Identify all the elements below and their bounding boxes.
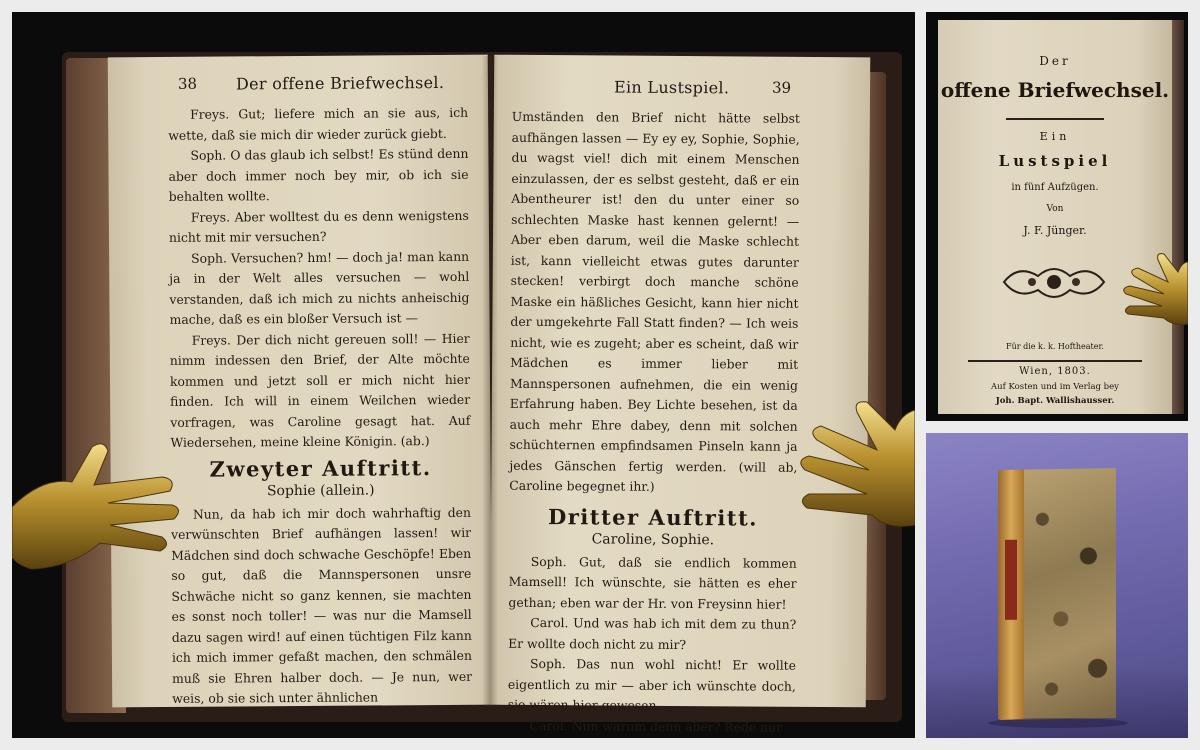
paragraph: Carol. Nun warum denn aber? Rede nur xyxy=(529,717,783,735)
binding-photo xyxy=(926,433,1188,738)
right-running-head: Ein Lustspiel. xyxy=(613,77,730,98)
right-page xyxy=(490,55,871,735)
bound-book xyxy=(998,468,1116,720)
title-acts: in fünf Aufzügen. xyxy=(1011,182,1099,193)
book-gutter xyxy=(482,56,498,706)
left-page-number: 38 xyxy=(177,74,198,93)
spine-label xyxy=(1005,540,1017,620)
title-theatre: Für die k. k. Hoftheater. xyxy=(1006,342,1104,351)
title-line-der: Der xyxy=(1039,54,1071,68)
title-publisher-line1: Auf Kosten und im Verlag bey xyxy=(991,382,1119,392)
paragraph: Soph. Gut, daß sie endlich kommen Mamsell! Ich wünschte, sie hätten es eher gethan; eben war der Hr. von Freysinn hier! xyxy=(508,553,797,612)
left-page xyxy=(108,55,493,708)
brass-hand-right xyxy=(797,390,915,550)
paragraph: Freys. Gut; liefere mich an sie aus, ich wette, daß sie mich dir wieder zurück giebt. xyxy=(168,104,469,143)
brass-hand-left xyxy=(12,437,187,587)
book-title: offene Briefwechsel. xyxy=(940,78,1170,102)
paragraph: Freys. Der dich nicht gereuen soll! — Hier nimm indessen den Brief, der Alte möchte kommen und jetzt soll er mich nicht hier finden. Ich will in einem Weilchen wieder vorfragen, was Caroline gesagt hat. Auf Wiedersehen, meine kleine Königin. (ab.) xyxy=(169,330,471,450)
paragraph: Umständen den Brief nicht hätte selbst aufhängen lassen — Ey ey ey, Sophie, Sophie, du wagst viel! dich mit einem Menschen einzulassen, der es selbst gesteht, daß er ein Abentheurer ist! den du unter einer so schlechten Maske hast kennen gelernt! — Aber eben darum, weil die Maske schlecht ist, kann vielleicht etwas gutes darunter stecken! verbirgt doch manche schöne Maske ein häßliches Gesicht, kann hier nicht der umgekehrte Fall Statt finden? — Ich weis nicht, wie es zugeht; aber es scheint, daß wir Mädchen es immer lieber mit Mannspersonen aufnehmen, die ein wenig Erfahrung haben. Bey Lichte besehen, ist da auch mehr Ehre dabey, denn mit solchen schüchternen empfindsamen Pinseln kann ja jedes Gänschen fertig werden. (will ab, Caroline begegnet ihr.) xyxy=(509,108,800,494)
title-by: Von xyxy=(1046,204,1064,214)
scene-cast: Sophie (allein.) xyxy=(266,482,375,500)
open-book-photo xyxy=(12,12,915,738)
vignette-ornament xyxy=(998,260,1110,304)
title-author: J. F. Jünger. xyxy=(1023,224,1087,237)
paragraph: Soph. Versuchen? hm! — doch ja! man kann ja in der Welt alles versuchen — wohl verstanden, daß ich mich zu nichts anheischig mache, daß es ein bloßer Versuch ist — xyxy=(169,248,470,327)
paragraph: Soph. O das glaub ich selbst! Es stünd denn aber doch immer noch bey mir, ob ich sie behalten wollte. xyxy=(168,145,469,204)
left-page-text xyxy=(168,103,472,710)
title-place-date: Wien, 1803. xyxy=(1019,366,1091,377)
marbled-cover xyxy=(1024,468,1116,720)
imprint-rule xyxy=(968,360,1142,362)
title-book-edge xyxy=(1172,20,1184,414)
scene-cast: Caroline, Sophie. xyxy=(591,531,715,549)
title-page-photo xyxy=(926,12,1188,421)
title-line-ein: Ein xyxy=(1039,130,1071,143)
paragraph: Nun, da hab ich mir doch wahrhaftig den verwünschten Brief aufhängen lassen! wir Mädchen sind doch schwache Geschöpfe! Eben so gut, daß die Mannspersonen unsre Schwäche nicht so ganz kennen, sie machten es sonst noch toller! — was nur die Mamsell dazu sagen wird! auf einen tüchtigen Filz kann ich mich immer gefaßt machen, den schmälen muß sie Ehren halber doch. — Je nun, wer weis, ob sie sich unter ähnlichen xyxy=(171,504,473,706)
paragraph: Freys. Aber wolltest du es denn wenigstens nicht mit mir versuchen? xyxy=(168,207,469,245)
brass-hand-small xyxy=(1122,252,1188,332)
scene-heading: Zweyter Auftritt. xyxy=(209,454,432,482)
title-genre: Lustspiel xyxy=(998,152,1112,170)
paragraph: Carol. Und was hab ich mit dem zu thun? Er wollte doch nicht zu mir? xyxy=(508,614,797,652)
right-page-text xyxy=(508,107,800,738)
title-rule xyxy=(1006,118,1104,120)
paragraph: Soph. Das nun wohl nicht! Er wollte eigentlich zu mir — aber ich wünschte doch, sie wären hier gewesen. xyxy=(507,655,797,713)
title-publisher-line2: Joh. Bapt. Wallishausser. xyxy=(995,396,1115,406)
title-page xyxy=(938,20,1172,414)
scene-heading: Dritter Auftritt. xyxy=(547,503,759,531)
left-running-head: Der offene Briefwechsel. xyxy=(235,72,445,94)
book-shadow xyxy=(988,718,1128,728)
right-page-number: 39 xyxy=(771,78,792,97)
